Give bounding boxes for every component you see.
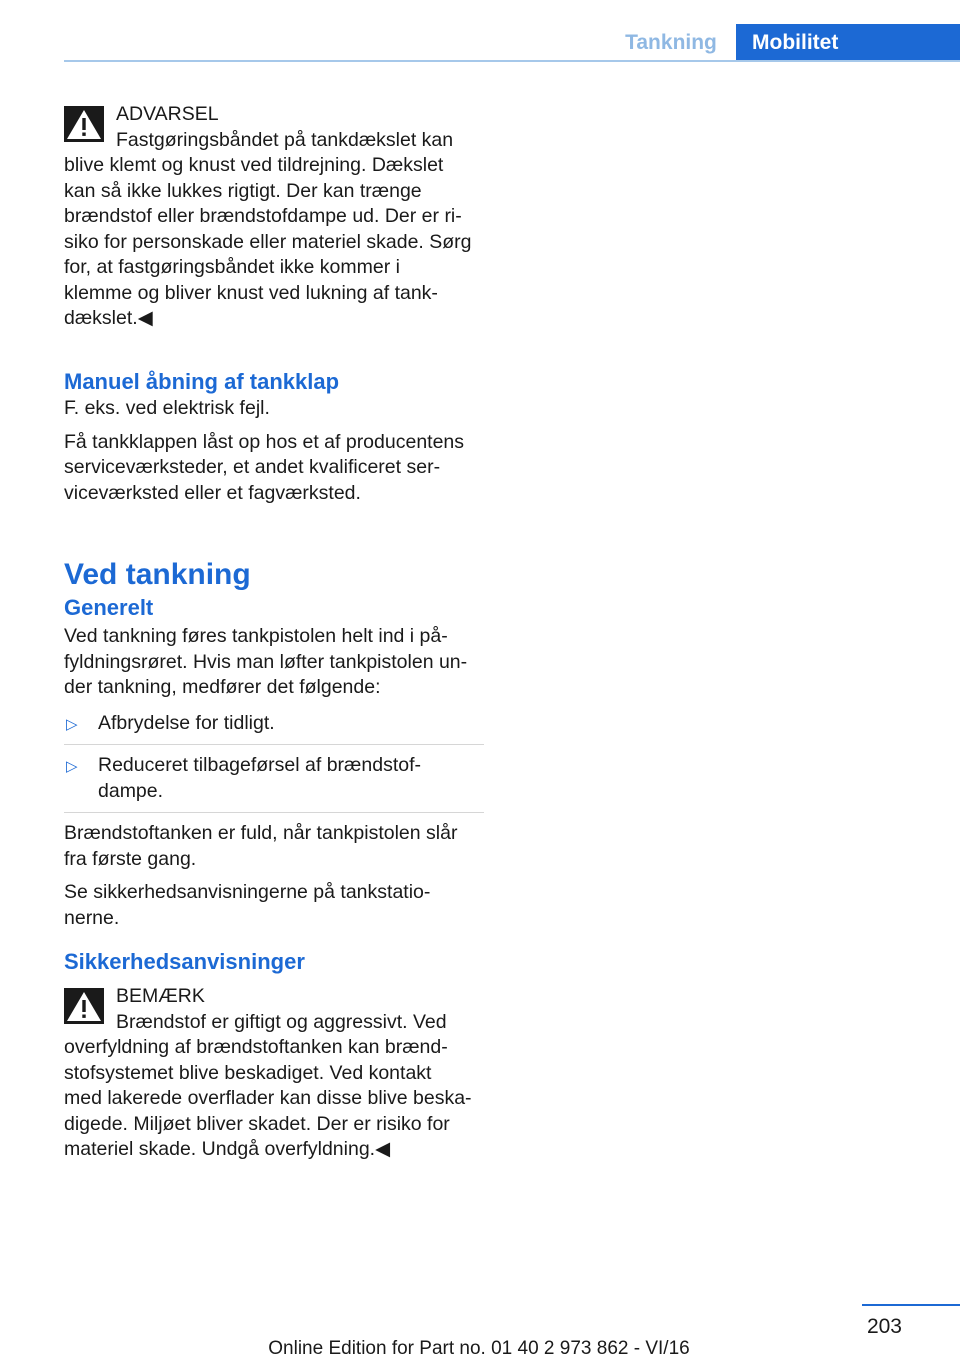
warning-text: Brændstof er giftigt og aggressivt. Ved overfyldning af brændstoftanken kan brænd- stofsystemet blive beskadiget. Ved kontakt med lakerede overflader kan disse blive beska- digede. Miljøet bliver skadet. Der er risiko for materiel skade. Undgå overfyldning.◀ [64,1010,472,1160]
heading-safety: Sikkerhedsanvisninger [64,949,305,974]
paragraph: Ved tankning føres tankpistolen helt ind i på- fyldningsrøret. Hvis man løfter tankpistolen un- der tankning, medfører det følgende: [64,625,468,698]
section-refuel [64,556,484,931]
heading-refuel: Ved tankning [64,558,251,591]
paragraph: Brændstoftanken er fuld, når tankpistolen slår fra første gang. [64,822,458,870]
header-rule [64,60,960,62]
warning-advarsel [64,102,484,332]
triangle-bullet-icon: ▷ [66,715,78,733]
chapter-tab: Mobilitet [736,24,960,62]
warning-bemaerk [64,984,484,1163]
paragraph: F. eks. ved elektrisk fejl. [64,397,270,419]
section-manual-open [64,368,484,506]
warning-text: Fastgøringsbåndet på tankdækslet kan blive klemt og knust ved tildrejning. Dækslet kan så ikke lukkes rigtigt. Der kan trænge brændstof eller brændstofdampe ud. Der er ri- siko for personskade eller materiel skade. Sørg for, at fastgøringsbåndet ikke kommer i klemme og bliver knust ved lukning af tank- dækslet.◀ [64,128,472,329]
bullet-list [64,711,484,814]
paragraph: Få tankklappen låst op hos et af producentens serviceværksteder, et andet kvalificeret ser- viceværksted eller et fagværksted. [64,430,465,504]
warning-triangle-icon [64,106,104,142]
warning-triangle-icon [64,988,104,1024]
section-safety [64,948,484,1163]
paragraph: Se sikkerhedsanvisningerne på tankstatio- nerne. [64,881,431,929]
list-item: ▷ Afbrydelse for tidligt. [64,711,484,746]
warning-title: BEMÆRK [116,985,205,1007]
footer-rule [862,1304,960,1306]
edition-text: Online Edition for Part no. 01 40 2 973 862 - VI/16 [268,1338,690,1359]
section-tab: Tankning [625,31,717,54]
heading-manual-open: Manuel åbning af tankklap [64,369,340,394]
list-item: ▷ Reduceret tilbageførsel af brændstof- dampe. [64,753,484,813]
heading-general: Generelt [64,595,154,620]
page-number: 203 [866,1315,902,1338]
triangle-bullet-icon: ▷ [66,758,78,775]
warning-title: ADVARSEL [116,103,219,125]
